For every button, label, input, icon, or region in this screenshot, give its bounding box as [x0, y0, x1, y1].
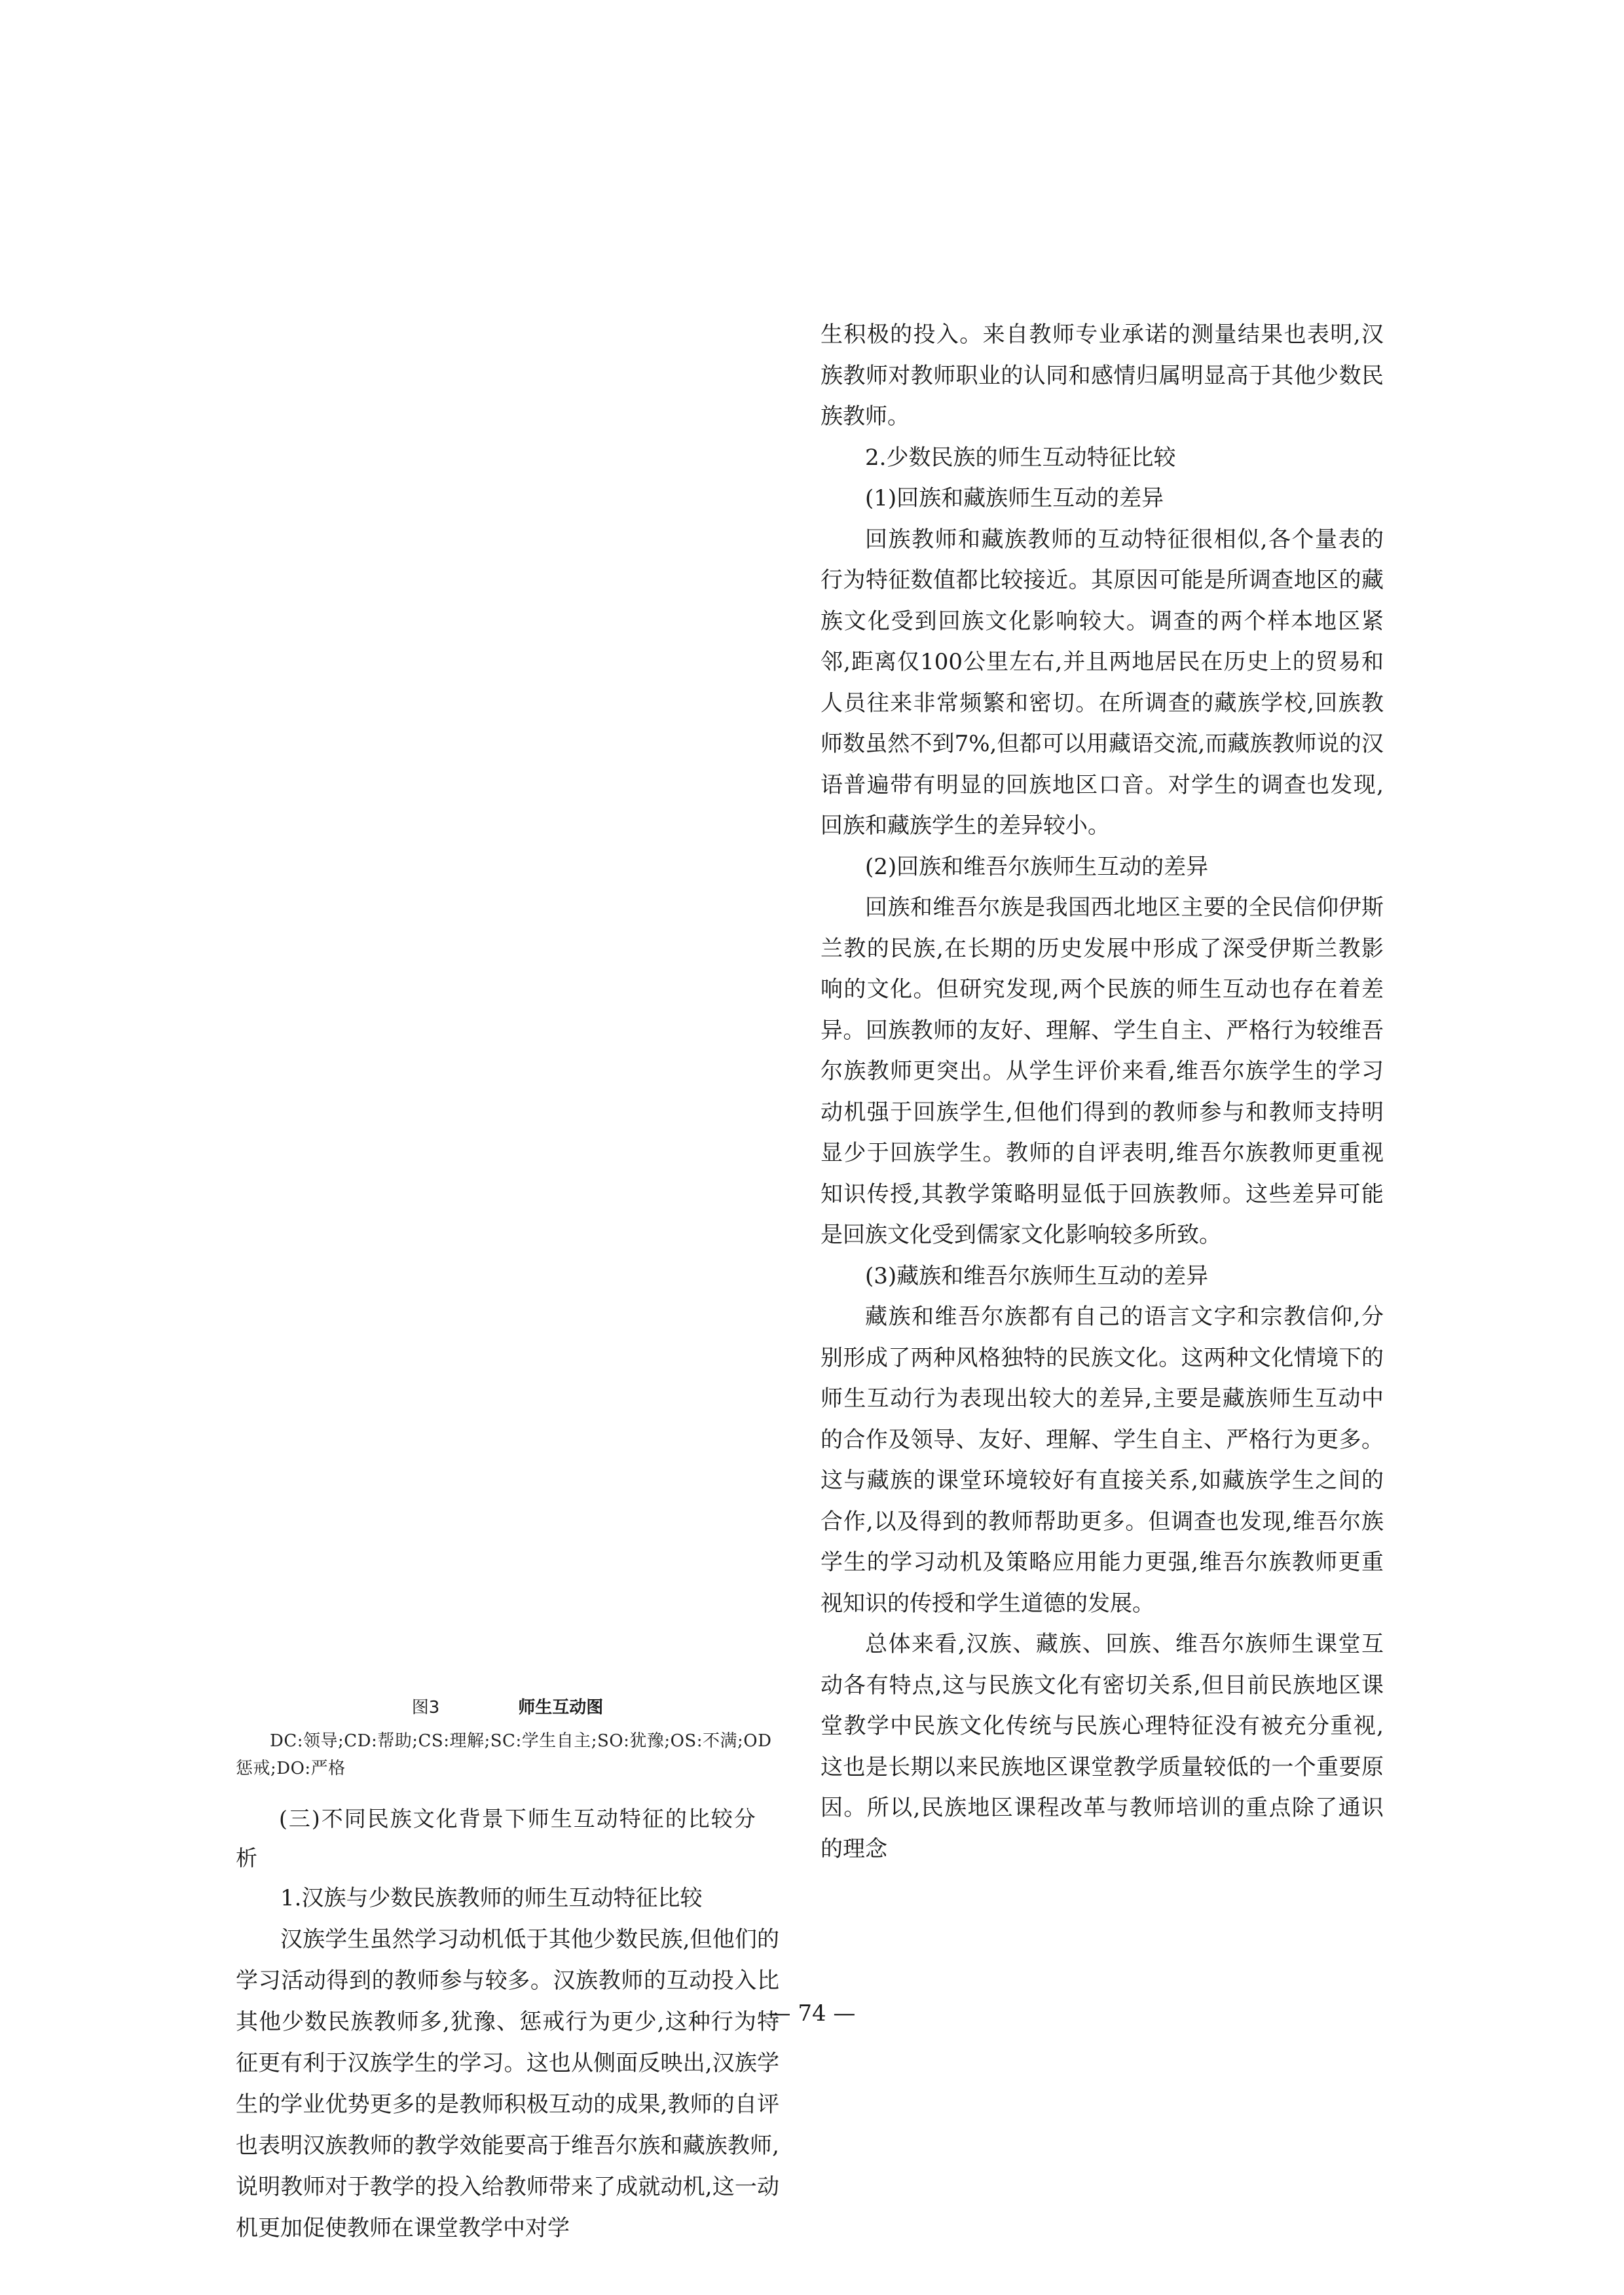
paragraph: 藏族和维吾尔族都有自己的语言文字和宗教信仰,分别形成了两种风格独特的民族文化。这两种文化情境下的师生互动行为表现出较大的差异,主要是藏族师生互动中的合作及领导、友好、理解、学生自主、严格行为更多。这与藏族的课堂环境较好有直接关系,如藏族学生之间的合作,以及得到的教师帮助更多。但调查也发现,维吾尔族学生的学习动机及策略应用能力更强,维吾尔族教师更重视知识的传授和学生道德的发展。 — [821, 1304, 1384, 1617]
paragraph: (3)藏族和维吾尔族师生互动的差异 — [865, 1262, 1209, 1289]
right-column — [821, 314, 1384, 1869]
page-number: — 74 — — [768, 2000, 856, 2027]
figure-title-text: 师生互动图 — [518, 1698, 604, 1717]
figure-legend — [236, 1727, 779, 1782]
paragraph: 1.汉族与少数民族教师的师生互动特征比较 — [280, 1885, 703, 1911]
paragraph: 回族教师和藏族教师的互动特征很相似,各个量表的行为特征数值都比较接近。其原因可能是所调查地区的藏族文化受到回族文化影响较大。调查的两个样本地区紧邻,距离仅100公里左右,并且两地居民在历史上的贸易和人员往来非常频繁和密切。在所调查的藏族学校,回族教师数虽然不到7%,但都可以用藏语交流,而藏族教师说的汉语普遍带有明显的回族地区口音。对学生的调查也发现,回族和藏族学生的差异较小。 — [821, 526, 1384, 839]
figure-number: 图3 — [411, 1698, 440, 1717]
figure-title — [236, 1694, 779, 1718]
paragraph: (2)回族和维吾尔族师生互动的差异 — [865, 853, 1209, 880]
paragraph: 2.少数民族的师生互动特征比较 — [865, 444, 1176, 471]
paragraph: 生积极的投入。来自教师专业承诺的测量结果也表明,汉族教师对教师职业的认同和感情归属明显高于其他少数民族教师。 — [821, 321, 1384, 430]
paragraph: 汉族学生虽然学习动机低于其他少数民族,但他们的学习活动得到的教师参与较多。汉族教师的互动投入比其他少数民族教师多,犹豫、惩戒行为更少,这种行为特征更有利于汉族学生的学习。这也从侧面反映出,汉族学生的学业优势更多的是教师积极互动的成果,教师的自评也表明汉族教师的教学效能要高于维吾尔族和藏族教师,说明教师对于教学的投入给教师带来了成就动机,这一动机更加促使教师在课堂教学中对学 — [236, 1926, 779, 2241]
paragraph: (1)回族和藏族师生互动的差异 — [865, 485, 1164, 511]
paragraph: 总体来看,汉族、藏族、回族、维吾尔族师生课堂互动各有特点,这与民族文化有密切关系,但目前民族地区课堂教学中民族文化传统与民族心理特征没有被充分重视,这也是长期以来民族地区课堂教学质量较低的一个重要原因。所以,民族地区课程改革与教师培训的重点除了通识的理念 — [821, 1631, 1384, 1862]
figure-legend-text: DC:领导;CD:帮助;CS:理解;SC:学生自主;SO:犹豫;OS:不满;OD惩戒;DO:严格 — [236, 1731, 772, 1778]
paragraph: 回族和维吾尔族是我国西北地区主要的全民信仰伊斯兰教的民族,在长期的历史发展中形成了深受伊斯兰教影响的文化。但研究发现,两个民族的师生互动也存在着差异。回族教师的友好、理解、学生自主、严格行为较维吾尔族教师更突出。从学生评价来看,维吾尔族学生的学习动机强于回族学生,但他们得到的教师参与和教师支持明显少于回族学生。教师的自评表明,维吾尔族教师更重视知识传授,其教学策略明显低于回族教师。这些差异可能是回族文化受到儒家文化影响较多所致。 — [821, 894, 1384, 1248]
section-heading: (三)不同民族文化背景下师生互动特征的比较分析 — [236, 1806, 757, 1871]
